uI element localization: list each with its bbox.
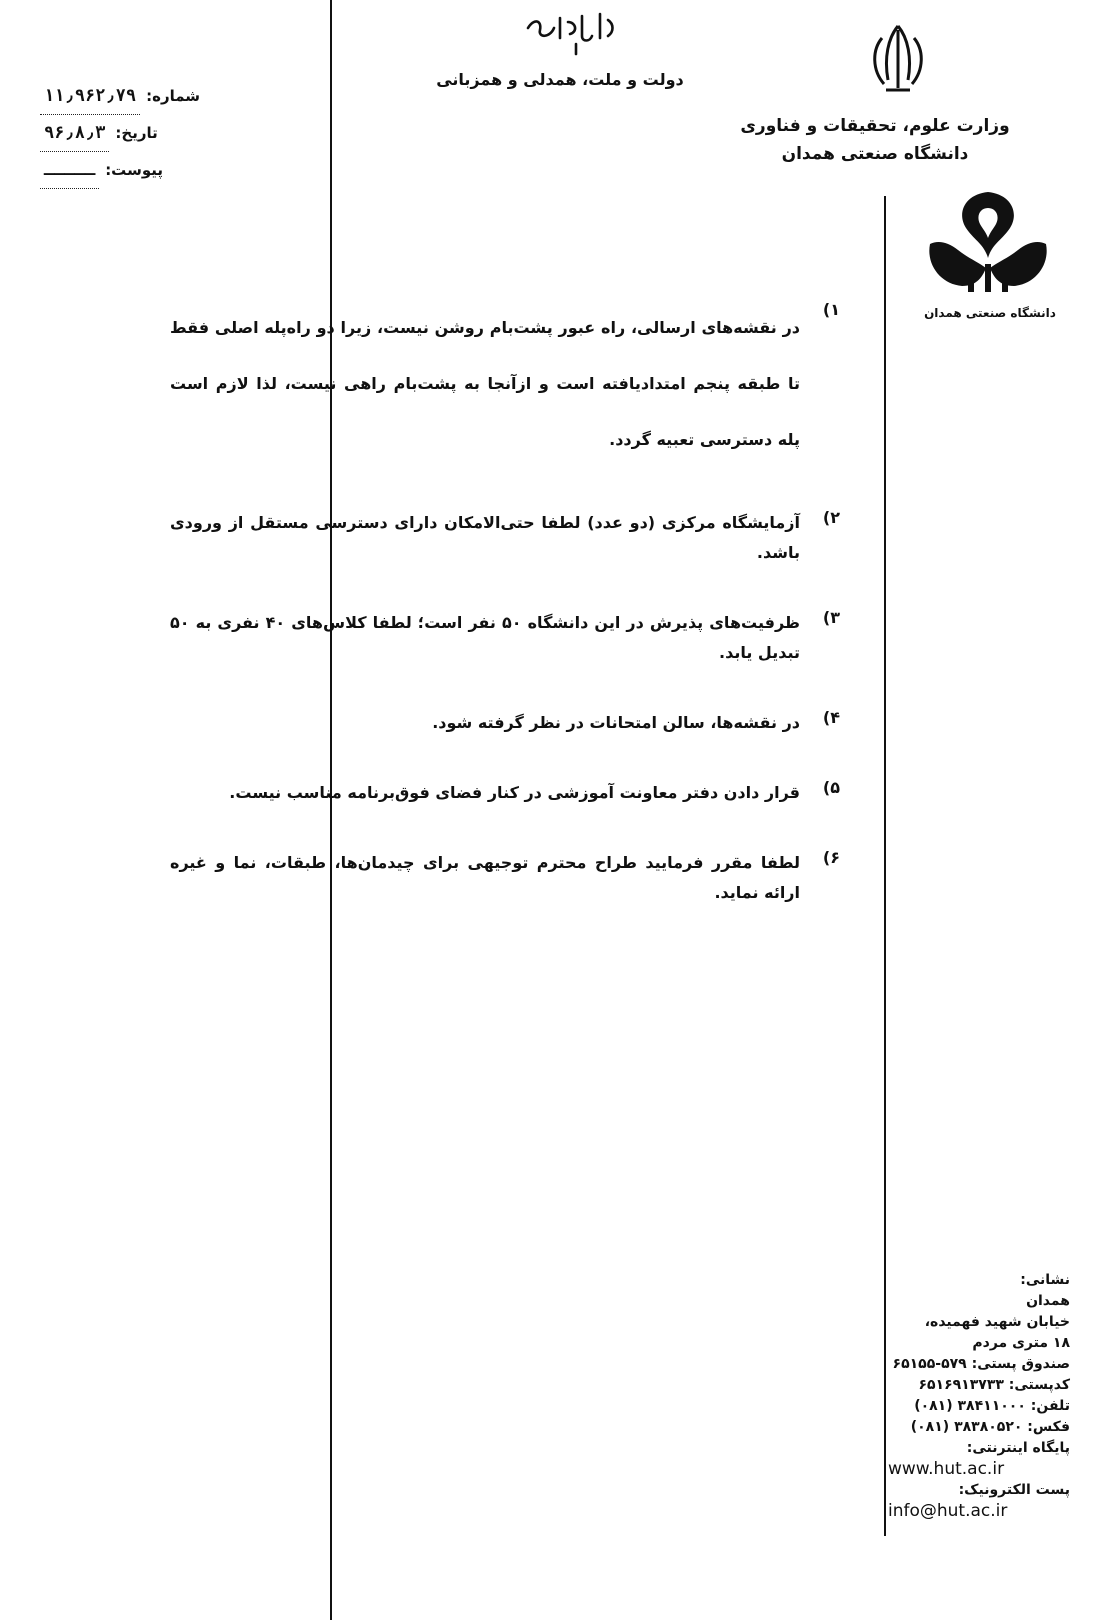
date-value: ۹۶٫۸٫۳ [40, 115, 109, 152]
ministry-block [730, 112, 1020, 168]
list-item [170, 608, 840, 668]
address-street2: ۱۸ متری مردم [972, 1335, 1070, 1351]
address-title: نشانی: [1020, 1272, 1070, 1288]
item-text: در نقشه‌ها، سالن امتحانات در نظر گرفته شود. [432, 713, 800, 732]
list-item [170, 708, 840, 738]
address-postal: کدپستی: ۶۵۱۶۹۱۳۷۳۳ [918, 1377, 1070, 1393]
item-number: ۳) [822, 608, 840, 627]
logo-caption: دانشگاه صنعتی همدان [924, 306, 1056, 320]
item-number: ۲) [822, 508, 840, 527]
address-fax: فکس: ۳۸۳۸۰۵۲۰ (۰۸۱) [910, 1419, 1070, 1435]
address-city: همدان [1026, 1293, 1070, 1309]
slogan: دولت و ملت، همدلی و همزبانی [436, 70, 684, 89]
address-phone: تلفن: ۳۸۴۱۱۰۰۰ (۰۸۱) [914, 1398, 1070, 1414]
address-email-label: پست الکترونیک: [958, 1482, 1070, 1498]
number-label: شماره: [146, 87, 201, 105]
number-row [40, 78, 240, 115]
address-pobox: صندوق پستی: ۵۷۹-۶۵۱۵۵ [892, 1356, 1070, 1372]
item-text: در نقشه‌های ارسالی، راه عبور پشت‌بام روشن نیست، زیرا دو راه‌پله اصلی فقط تا طبقه پنجم امتدادیافته است و ازآنجا به پشت‌بام راهی نیست، لذا لازم است پله دسترسی تعبیه گردد. [170, 318, 800, 449]
address-email: info@hut.ac.ir [888, 1501, 1008, 1521]
date-row [40, 115, 240, 152]
item-number: ۶) [822, 848, 840, 867]
list-item [170, 508, 840, 568]
item-text: قرار دادن دفتر معاونت آموزشی در کنار فضای فوق‌برنامه مناسب نیست. [229, 783, 800, 802]
attachment-value: ـــــ [40, 152, 99, 189]
heading-calligraphy [520, 8, 620, 60]
address-block [886, 1270, 1070, 1522]
ministry-name: وزارت علوم، تحقیقات و فناوری [740, 116, 1010, 136]
list-item [170, 300, 840, 468]
address-web: www.hut.ac.ir [888, 1459, 1005, 1479]
item-number: ۴) [822, 708, 840, 727]
item-text: لطفا مقرر فرمایید طراح محترم توجیهی برای چیدمان‌ها، طبقات، نما و غیره ارائه نماید. [170, 853, 800, 902]
item-number: ۱) [822, 300, 840, 319]
letter-body [170, 300, 840, 948]
university-logo-icon [922, 188, 1054, 298]
number-value: ۱۱٫۹۶۲٫۷۹ [40, 78, 140, 115]
list-item [170, 778, 840, 808]
letter-meta [40, 78, 240, 189]
item-text: آزمایشگاه مرکزی (دو عدد) لطفا حتی‌الامکان دارای دسترسی مستقل از ورودی باشد. [170, 513, 800, 562]
item-number: ۵) [822, 778, 840, 797]
heading-text: باسمه تعالی [570, 58, 576, 59]
address-street: خیابان شهید فهمیده، [924, 1314, 1070, 1330]
address-web-label: پایگاه اینترنتی: [966, 1440, 1070, 1456]
university-name: دانشگاه صنعتی همدان [781, 144, 969, 164]
item-text: ظرفیت‌های پذیرش در این دانشگاه ۵۰ نفر است؛ لطفا کلاس‌های ۴۰ نفری به ۵۰ تبدیل یابد. [170, 613, 801, 662]
attachment-label: پیوست: [105, 161, 163, 179]
list-item [170, 848, 840, 908]
attachment-row [40, 152, 240, 189]
date-label: تاریخ: [115, 124, 158, 142]
iran-emblem-icon [858, 18, 938, 98]
